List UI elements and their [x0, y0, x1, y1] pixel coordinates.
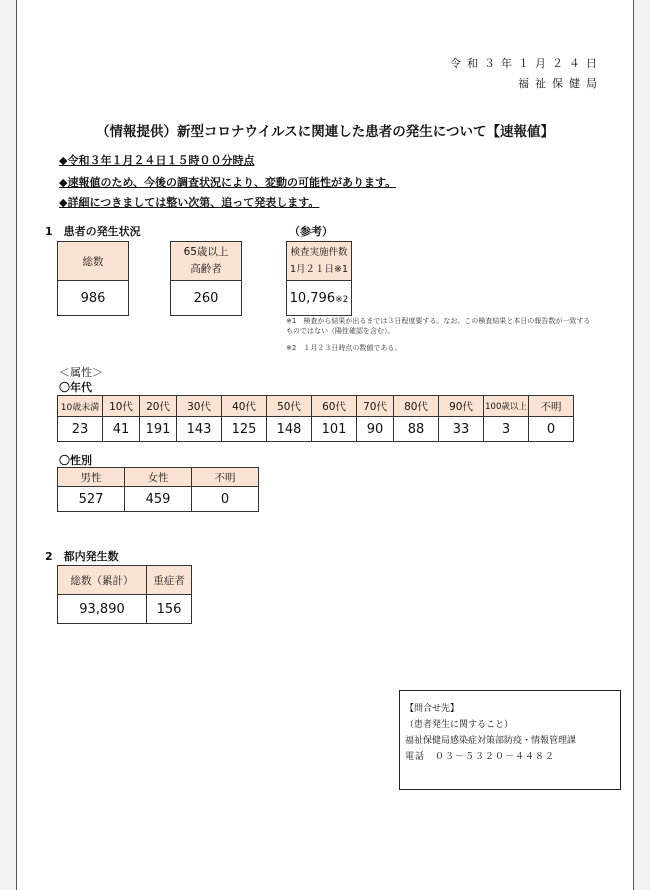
elderly-value: 260 — [171, 281, 242, 316]
age-value-cell: 143 — [177, 417, 222, 442]
age-header-cell: 10代 — [103, 396, 140, 417]
note-2: ※2 １月２３日時点の数値である。 — [286, 344, 402, 352]
document-title: （情報提供）新型コロナウイルスに関連した患者の発生について【速報値】 — [96, 124, 554, 140]
cumulative-total-header: 総数（累計） — [58, 566, 147, 595]
tests-value-cell — [287, 281, 352, 316]
note-1-line2: ものではない（陽性確認を含む）。 — [286, 327, 395, 335]
issuing-department: 福祉保健局 — [518, 77, 603, 90]
tests-header-line1: 検査実施件数 — [290, 247, 348, 258]
age-header-cell: 10歳未満 — [58, 396, 103, 417]
tests-header — [287, 242, 352, 281]
age-header-cell: 不明 — [529, 396, 574, 417]
age-header-cell: 100歳以上 — [484, 396, 529, 417]
sex-value-row — [58, 487, 259, 512]
age-value-cell: 90 — [357, 417, 394, 442]
section1-heading: 1 患者の発生状況 — [45, 225, 141, 238]
age-header-row — [58, 396, 574, 417]
contact-division: 福祉保健局感染症対策部防疫・情報管理課 — [405, 736, 577, 746]
tests-value: 10,796 — [289, 290, 336, 306]
bullet-details-notice: ◆詳細につきましては整い次第、追って発表します。 — [59, 196, 320, 209]
age-header-cell: 70代 — [357, 396, 394, 417]
age-value-cell: 101 — [312, 417, 357, 442]
age-value-row — [58, 417, 574, 442]
bullet-preliminary-notice: ◆速報値のため、今後の調査状況により、変動の可能性があります。 — [59, 176, 397, 189]
note-1-line1: ※1 検査から結果が出るまでは３日程度要する。なお、この検査結果と本日の報告数が一致する — [286, 317, 591, 325]
attributes-heading: ＜属性＞ — [59, 366, 103, 379]
age-value-cell: 88 — [394, 417, 439, 442]
age-header-cell: 40代 — [222, 396, 267, 417]
sex-header-cell: 女性 — [125, 468, 192, 487]
bullet-timestamp: ◆令和３年１月２４日１５時００分時点 — [59, 154, 255, 167]
age-value-cell: 125 — [222, 417, 267, 442]
cumulative-value-row — [58, 595, 192, 624]
age-table — [57, 395, 574, 442]
sex-value-cell: 527 — [58, 487, 125, 512]
sex-value-cell: 0 — [192, 487, 259, 512]
age-header-cell: 30代 — [177, 396, 222, 417]
contact-box — [399, 690, 621, 790]
sex-header-cell: 男性 — [58, 468, 125, 487]
contact-topic: （患者発生に関すること） — [405, 720, 514, 730]
contact-heading: 【問合せ先】 — [405, 704, 460, 714]
age-header-cell: 80代 — [394, 396, 439, 417]
cumulative-header-row — [58, 566, 192, 595]
total-value: 986 — [58, 281, 129, 316]
document-date: 令和３年１月２４日 — [450, 57, 603, 70]
elderly-header-line2: 高齢者 — [190, 263, 222, 275]
elderly-header-line1: 65歳以上 — [183, 246, 229, 258]
elderly-patients-table — [170, 241, 242, 316]
section2-heading: 2 都内発生数 — [45, 550, 119, 563]
age-value-cell: 23 — [58, 417, 103, 442]
tests-value-note: ※2 — [335, 294, 349, 305]
age-value-cell: 33 — [439, 417, 484, 442]
sex-table — [57, 467, 259, 512]
age-heading: 〇年代 — [59, 381, 92, 394]
severe-cases-value: 156 — [147, 595, 192, 624]
age-value-cell: 148 — [267, 417, 312, 442]
total-header: 総数 — [58, 242, 129, 281]
age-value-cell: 0 — [529, 417, 574, 442]
age-value-cell: 191 — [140, 417, 177, 442]
total-patients-table — [57, 241, 129, 316]
age-value-cell: 41 — [103, 417, 140, 442]
contact-phone: 電話 ０３－５３２０－４４８２ — [405, 752, 556, 762]
severe-cases-header: 重症者 — [147, 566, 192, 595]
sex-heading: 〇性別 — [59, 454, 92, 467]
age-header-cell: 20代 — [140, 396, 177, 417]
elderly-header — [171, 242, 242, 281]
cumulative-total-value: 93,890 — [58, 595, 147, 624]
age-value-cell: 3 — [484, 417, 529, 442]
tests-header-line2: 1月２１日※1 — [289, 264, 349, 275]
sex-header-cell: 不明 — [192, 468, 259, 487]
document-page — [16, 0, 634, 890]
age-header-cell: 60代 — [312, 396, 357, 417]
tests-table — [286, 241, 352, 316]
sex-header-row — [58, 468, 259, 487]
age-header-cell: 50代 — [267, 396, 312, 417]
cumulative-table — [57, 565, 192, 624]
sex-value-cell: 459 — [125, 487, 192, 512]
reference-label: （参考） — [289, 225, 333, 238]
age-header-cell: 90代 — [439, 396, 484, 417]
